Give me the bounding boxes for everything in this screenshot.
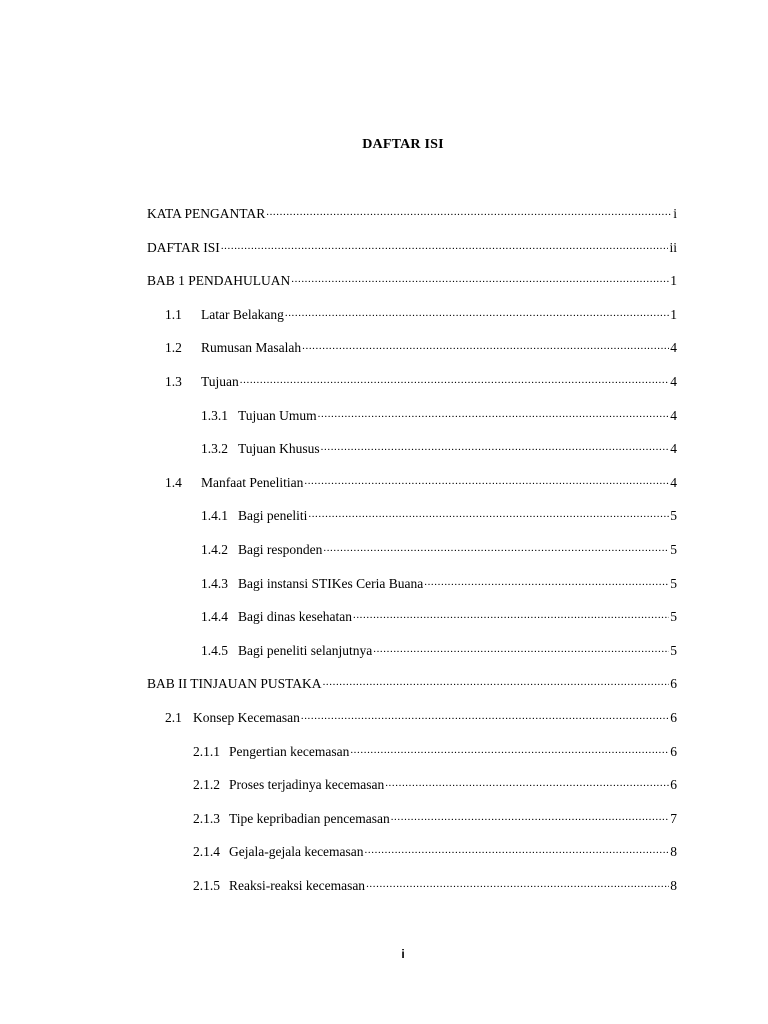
toc-entry-number: 1.4.2 xyxy=(201,542,228,557)
toc-entry-page: 5 xyxy=(670,542,677,557)
toc-entry-page: 6 xyxy=(670,710,677,725)
toc-entry-number: 1.2 xyxy=(165,340,182,356)
toc-entry-number: 1.3 xyxy=(165,374,182,389)
toc-entry-label: Rumusan Masalah xyxy=(201,340,302,356)
toc-entry-label: Gejala-gejala kecemasan xyxy=(229,844,364,860)
toc-entry-page: 1 xyxy=(670,273,677,289)
toc-entry[interactable] xyxy=(165,338,677,358)
toc-entry-label: Latar Belakang xyxy=(201,306,284,322)
toc-entry-page: 5 xyxy=(670,642,677,658)
toc-entry-page: 1 xyxy=(670,306,677,322)
toc-entry-page: 5 xyxy=(670,508,677,524)
toc-entry-number: 2.1.1 xyxy=(193,743,220,759)
toc-entry[interactable] xyxy=(201,540,677,560)
toc-entry[interactable] xyxy=(165,305,677,325)
toc-entry[interactable] xyxy=(193,876,677,896)
toc-entry-page: 5 xyxy=(670,609,677,625)
dot-leader xyxy=(321,439,670,453)
dot-leader xyxy=(424,574,669,588)
toc-entry-number: 1.1 xyxy=(165,306,182,322)
page-title: DAFTAR ISI xyxy=(362,137,444,152)
toc-entry-label: Bagi dinas kesehatan xyxy=(238,609,352,625)
toc-entry-page: 6 xyxy=(670,676,677,692)
toc-entry[interactable] xyxy=(201,506,677,526)
toc-entry-number: 1.4.4 xyxy=(201,609,228,625)
toc-entry-label: Pengertian kecemasan xyxy=(229,743,350,759)
toc-entry-label: BAB 1 PENDAHULUAN xyxy=(147,273,291,289)
toc-entry-page: 4 xyxy=(670,374,677,389)
dot-leader xyxy=(391,809,670,823)
toc-entry-page: 4 xyxy=(670,474,677,490)
toc-entry-page: 7 xyxy=(670,810,677,826)
toc-entry[interactable] xyxy=(193,842,677,862)
toc-entry-number: 1.3.2 xyxy=(201,441,228,457)
toc-entry[interactable] xyxy=(147,674,677,694)
toc-entry-page: 4 xyxy=(670,441,677,457)
dot-leader xyxy=(266,204,672,218)
toc-entry-label: BAB II TINJAUAN PUSTAKA xyxy=(147,676,322,692)
dot-leader xyxy=(353,607,669,621)
toc-entry[interactable] xyxy=(201,574,677,594)
toc-entry-page: ii xyxy=(669,239,677,255)
dot-leader xyxy=(323,540,669,554)
toc-entry-page: 6 xyxy=(670,743,677,759)
toc-entry-label: Tujuan Umum xyxy=(238,407,317,423)
toc-entry-page: 4 xyxy=(670,340,677,356)
toc-entry-label: Bagi responden xyxy=(238,542,323,557)
toc-entry-page: 5 xyxy=(670,575,677,591)
dot-leader xyxy=(323,674,670,688)
toc-entry[interactable] xyxy=(165,708,677,728)
toc-entry[interactable] xyxy=(147,204,677,224)
toc-entry-page: 8 xyxy=(670,844,677,860)
toc-entry[interactable] xyxy=(193,809,677,829)
toc-entry-number: 1.4.1 xyxy=(201,508,228,524)
dot-leader xyxy=(291,271,669,285)
toc-entry-number: 1.4.3 xyxy=(201,575,228,591)
toc-entry[interactable] xyxy=(193,742,677,762)
toc-entry-page: 8 xyxy=(670,878,677,893)
dot-leader xyxy=(318,406,670,420)
toc-entry[interactable] xyxy=(193,775,677,795)
toc-entry-label: Bagi instansi STIKes Ceria Buana xyxy=(238,575,424,591)
toc-entry-page: i xyxy=(673,206,677,221)
toc-entry-label: DAFTAR ISI xyxy=(147,239,220,255)
toc-entry-number: 1.3.1 xyxy=(201,407,228,423)
toc-entry-page: 6 xyxy=(670,777,677,793)
dot-leader xyxy=(240,372,669,386)
toc-entry-label: Bagi peneliti selanjutnya xyxy=(238,642,373,658)
toc-entry-number: 2.1.4 xyxy=(193,844,220,860)
dot-leader xyxy=(350,742,669,756)
toc-entry-label: Manfaat Penelitian xyxy=(201,474,304,490)
dot-leader xyxy=(308,506,669,520)
toc-entry[interactable] xyxy=(201,641,677,661)
toc-entry-number: 1.4 xyxy=(165,474,182,490)
toc-entry-label: Bagi peneliti xyxy=(238,508,308,524)
toc-entry-label: Tipe kepribadian pencemasan xyxy=(229,810,390,826)
toc-entry-label: Konsep Kecemasan xyxy=(193,710,300,725)
dot-leader xyxy=(301,708,669,722)
toc-entry[interactable] xyxy=(201,406,677,426)
toc-entry[interactable] xyxy=(201,607,677,627)
toc-entry-number: 2.1.3 xyxy=(193,810,220,826)
toc-entry-label: KATA PENGANTAR xyxy=(147,206,266,221)
toc-entry-number: 1.4.5 xyxy=(201,642,228,658)
dot-leader xyxy=(302,338,669,352)
toc-entry-label: Tujuan xyxy=(201,374,239,389)
dot-leader xyxy=(221,238,669,252)
toc-entry-number: 2.1 xyxy=(165,710,182,725)
toc-entry-label: Reaksi-reaksi kecemasan xyxy=(229,878,366,893)
page-number: i xyxy=(401,947,405,961)
dot-leader xyxy=(304,473,669,487)
toc-entry-label: Proses terjadinya kecemasan xyxy=(229,777,385,793)
toc-entry[interactable] xyxy=(201,439,677,459)
dot-leader xyxy=(365,842,670,856)
toc-entry[interactable] xyxy=(165,473,677,493)
toc-entry[interactable] xyxy=(165,372,677,392)
dot-leader xyxy=(373,641,669,655)
dot-leader xyxy=(285,305,669,319)
toc-entry-label: Tujuan Khusus xyxy=(238,441,320,457)
toc-entry-number: 2.1.5 xyxy=(193,878,220,893)
dot-leader xyxy=(385,775,669,789)
toc-entry[interactable] xyxy=(147,238,677,258)
dot-leader xyxy=(366,876,669,890)
toc-entry[interactable] xyxy=(147,271,677,291)
toc-entry-number: 2.1.2 xyxy=(193,777,220,793)
toc-entry-page: 4 xyxy=(670,407,677,423)
